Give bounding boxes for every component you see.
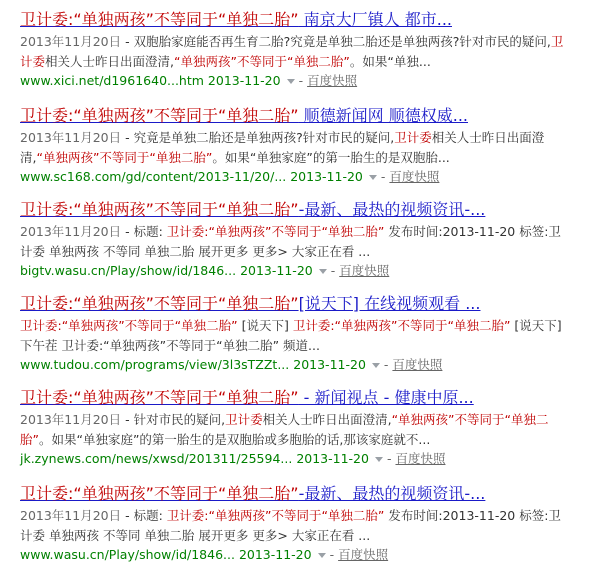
result-url: www.wasu.cn/Play/show/id/1846...	[20, 547, 235, 562]
result-title-rest: 南京大厂镇人 都市...	[298, 10, 452, 29]
result-abstract	[20, 128, 566, 168]
abstract-text: 相关人士昨日出面澄清,	[20, 130, 545, 165]
cache-snapshot-link[interactable]: 百度快照	[338, 547, 389, 562]
result-meta	[20, 168, 604, 186]
result-title-link[interactable]	[20, 294, 604, 313]
meta-separator: -	[386, 451, 392, 466]
search-result	[20, 10, 604, 90]
result-abstract	[20, 222, 566, 262]
result-date: 2013年11月20日	[20, 412, 122, 427]
result-title-link[interactable]	[20, 388, 604, 407]
result-date: 2013年11月20日	[20, 508, 122, 523]
meta-separator: -	[330, 263, 336, 278]
result-title-link[interactable]	[20, 484, 604, 503]
dropdown-arrow-icon[interactable]	[372, 363, 380, 368]
cache-snapshot-link[interactable]: 百度快照	[392, 357, 443, 372]
cache-snapshot-link[interactable]: 百度快照	[339, 263, 390, 278]
cache-snapshot-link[interactable]: 百度快照	[307, 73, 358, 88]
result-url-date: 2013-11-20	[293, 357, 366, 372]
abstract-text: - 标题:	[121, 224, 167, 239]
result-abstract	[20, 506, 566, 546]
result-meta	[20, 546, 604, 564]
result-title-link[interactable]	[20, 200, 604, 219]
meta-separator: -	[380, 169, 386, 184]
result-abstract	[20, 32, 566, 72]
result-title-rest: 顺德新闻网 顺德权威...	[298, 106, 468, 125]
result-date: 2013年11月20日	[20, 130, 122, 145]
abstract-text: 相关人士昨日出面澄清,	[262, 412, 392, 427]
result-abstract	[20, 316, 566, 356]
result-title-highlight: 卫计委:“单独两孩”不等同于“单独二胎”	[20, 388, 299, 407]
result-url-date: 2013-11-20	[296, 451, 369, 466]
dropdown-arrow-icon[interactable]	[375, 457, 383, 462]
result-meta	[20, 72, 604, 90]
abstract-text: 相关人士昨日出面澄清,	[45, 54, 174, 69]
abstract-text: 发布时间:2013-11-20 标签:卫计委 单独两孩 不等同 单独二胎 展开更多 更多> 大家正在看 ...	[20, 508, 561, 543]
dropdown-arrow-icon[interactable]	[318, 553, 326, 558]
result-meta	[20, 450, 604, 468]
result-title-highlight: 卫计委:“单独两孩”不等同于“单独二胎”	[20, 294, 299, 313]
abstract-highlight: 卫计委	[20, 34, 564, 69]
result-url: www.sc168.com/gd/content/2013-11/20/...	[20, 169, 287, 184]
result-abstract	[20, 410, 566, 450]
dropdown-arrow-icon[interactable]	[369, 175, 377, 180]
abstract-text: 。如果“单独家庭”的第一胎生的是双胞胎或多胞胎的话,那该家庭就不...	[38, 432, 431, 447]
result-title-highlight: 卫计委:“单独两孩”不等同于“单独二胎”	[20, 10, 299, 29]
result-url: www.tudou.com/programs/view/3l3sTZZt...	[20, 357, 290, 372]
dropdown-arrow-icon[interactable]	[319, 269, 327, 274]
abstract-highlight: 卫计委:“单独两孩”不等同于“单独二胎”	[292, 318, 511, 333]
result-url-date: 2013-11-20	[240, 263, 313, 278]
abstract-text: [说天下]下午茬 卫计委:“单独两孩”不等同于“单独二胎” 频道...	[20, 318, 562, 353]
result-title-rest: -最新、最热的视频资讯-...	[298, 484, 486, 503]
result-url: bigtv.wasu.cn/Play/show/id/1846...	[20, 263, 237, 278]
abstract-text: 。如果“单独家庭”的第一胎生的是双胞胎...	[212, 150, 450, 165]
meta-separator: -	[298, 73, 304, 88]
abstract-highlight: 卫计委	[394, 130, 432, 145]
result-title-link[interactable]	[20, 106, 604, 125]
abstract-highlight: “单独两孩”不等同于“单独二胎”	[174, 54, 350, 69]
abstract-highlight: 卫计委:“单独两孩”不等同于“单独二胎”	[166, 508, 385, 523]
result-title-highlight: 卫计委:“单独两孩”不等同于“单独二胎”	[20, 484, 299, 503]
abstract-text: 发布时间:2013-11-20 标签:卫计委 单独两孩 不等同 单独二胎 展开更多 更多> 大家正在看 ...	[20, 224, 561, 259]
search-result	[20, 484, 604, 564]
abstract-highlight: 卫计委:“单独两孩”不等同于“单独二胎”	[20, 318, 238, 333]
meta-separator: -	[329, 547, 335, 562]
result-title-rest: [说天下] 在线视频观看 ...	[298, 294, 481, 313]
abstract-text: - 双胞胎家庭能否再生育二胎?究竟是单独二胎还是单独两孩?针对市民的疑问,	[121, 34, 551, 49]
result-url-date: 2013-11-20	[290, 169, 363, 184]
abstract-text: - 究竟是单独二胎还是单独两孩?针对市民的疑问,	[121, 130, 395, 145]
result-url-date: 2013-11-20	[238, 547, 312, 562]
result-url: jk.zynews.com/news/xwsd/201311/25594...	[20, 451, 293, 466]
abstract-highlight: 卫计委:“单独两孩”不等同于“单独二胎”	[166, 224, 385, 239]
result-title-highlight: 卫计委:“单独两孩”不等同于“单独二胎”	[20, 200, 299, 219]
abstract-highlight: “单独两孩”不等同于“单独二胎”	[20, 412, 549, 447]
result-url: www.xici.net/d1961640...htm	[20, 73, 204, 88]
search-result	[20, 106, 604, 186]
result-title-highlight: 卫计委:“单独两孩”不等同于“单独二胎”	[20, 106, 299, 125]
cache-snapshot-link[interactable]: 百度快照	[389, 169, 440, 184]
result-url-date: 2013-11-20	[207, 73, 281, 88]
dropdown-arrow-icon[interactable]	[287, 79, 295, 84]
abstract-highlight: 卫计委	[225, 412, 263, 427]
abstract-text: - 标题:	[121, 508, 167, 523]
abstract-text: 。如果“单独...	[349, 54, 431, 69]
result-date: 2013年11月20日	[20, 224, 122, 239]
result-title-link[interactable]	[20, 10, 604, 29]
search-result	[20, 200, 604, 280]
cache-snapshot-link[interactable]: 百度快照	[395, 451, 446, 466]
result-date: 2013年11月20日	[20, 34, 122, 49]
result-title-rest: -最新、最热的视频资讯-...	[298, 200, 486, 219]
search-result	[20, 388, 604, 468]
abstract-text: [说天下]	[237, 318, 293, 333]
result-title-rest: - 新闻视点 - 健康中原...	[298, 388, 474, 407]
result-meta	[20, 262, 604, 280]
meta-separator: -	[383, 357, 389, 372]
search-result	[20, 294, 604, 374]
abstract-text: - 针对市民的疑问,	[121, 412, 226, 427]
result-meta	[20, 356, 604, 374]
abstract-highlight: “单独两孩”不等同于“单独二胎”	[36, 150, 213, 165]
